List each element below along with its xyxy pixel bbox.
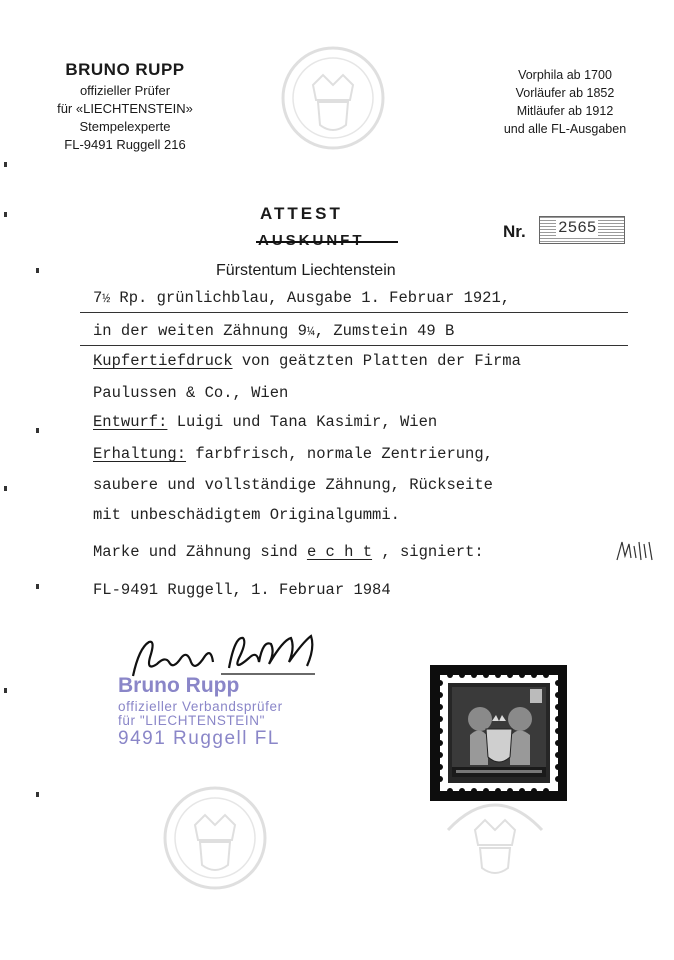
embossed-seal-top bbox=[278, 40, 388, 160]
edge-mark bbox=[36, 792, 39, 797]
number-label: Nr. bbox=[503, 222, 526, 241]
postage-stamp-image bbox=[440, 675, 558, 791]
edge-mark bbox=[4, 212, 7, 217]
issuer-line-4: FL-9491 Ruggell 216 bbox=[64, 137, 186, 152]
edge-mark bbox=[4, 688, 7, 693]
specialty-line-2: Vorläufer ab 1852 bbox=[515, 86, 615, 100]
genuine-word: e c h t bbox=[306, 543, 373, 561]
embossed-seal-bottom bbox=[160, 780, 270, 900]
body-line-5 bbox=[93, 413, 437, 431]
body-line-7: saubere und vollständige Zähnung, Rückseite bbox=[93, 476, 493, 494]
edge-mark bbox=[36, 584, 39, 589]
description-text: Rp. grünlichblau, Ausgabe 1. Februar 1921, bbox=[110, 289, 511, 307]
catalog-text: , Zumstein 49 B bbox=[314, 322, 455, 340]
country-heading: Fürstentum Liechtenstein bbox=[216, 262, 396, 279]
body-line-8: mit unbeschädigtem Originalgummi. bbox=[93, 506, 400, 524]
value-text: 7 bbox=[93, 289, 103, 307]
fraction-text: ¼ bbox=[306, 324, 315, 339]
underline-rule bbox=[80, 312, 628, 313]
edge-mark bbox=[4, 486, 7, 491]
specialty-line-3: Mitläufer ab 1912 bbox=[516, 104, 614, 118]
initials-signature bbox=[614, 538, 658, 566]
issuer-name: BRUNO RUPP bbox=[65, 60, 185, 79]
design-text: Luigi und Tana Kasimir, Wien bbox=[167, 413, 438, 431]
place-date-line: FL-9491 Ruggell, 1. Februar 1984 bbox=[93, 581, 391, 599]
stamp-address: 9491 Ruggell FL bbox=[118, 728, 280, 749]
stamp-title: offizieller Verbandsprüfer bbox=[118, 699, 283, 714]
body-line-9 bbox=[93, 543, 484, 561]
specialties-block bbox=[470, 66, 660, 138]
genuine-statement: Marke und Zähnung sind bbox=[93, 543, 307, 561]
edge-mark bbox=[36, 428, 39, 433]
issuer-line-2: für «LIECHTENSTEIN» bbox=[57, 101, 193, 116]
struck-title bbox=[258, 232, 365, 249]
print-method-label: Kupfertiefdruck bbox=[93, 352, 233, 370]
body-line-3 bbox=[93, 352, 521, 370]
body-line-4: Paulussen & Co., Wien bbox=[93, 384, 289, 402]
strikethrough-line bbox=[256, 241, 398, 243]
body-line-2 bbox=[93, 322, 454, 340]
print-method-text: von geätzten Platten der Firma bbox=[232, 352, 521, 370]
issuer-block bbox=[20, 58, 230, 154]
specialty-line-4: und alle FL-Ausgaben bbox=[503, 122, 627, 136]
signed-text: , signiert: bbox=[372, 543, 484, 561]
specialty-line-1: Vorphila ab 1700 bbox=[518, 68, 612, 82]
issuer-line-1: offizieller Prüfer bbox=[79, 83, 171, 98]
issuer-line-3: Stempelexperte bbox=[79, 119, 171, 134]
stamp-country: für "LIECHTENSTEIN" bbox=[118, 712, 266, 728]
underline-rule bbox=[80, 345, 628, 346]
embossed-seal-right bbox=[440, 790, 550, 890]
body-line-6 bbox=[93, 445, 493, 463]
stamp-name: Bruno Rupp bbox=[118, 674, 240, 697]
condition-text: farbfrisch, normale Zentrierung, bbox=[186, 445, 493, 463]
condition-label: Erhaltung: bbox=[93, 445, 187, 463]
design-label: Entwurf: bbox=[93, 413, 168, 431]
edge-mark bbox=[36, 268, 39, 273]
certificate-number: 2565 bbox=[558, 219, 597, 237]
body-line-1 bbox=[93, 289, 510, 307]
fraction-text: ½ bbox=[102, 291, 111, 306]
edge-mark bbox=[4, 162, 7, 167]
perforation-text: in der weiten Zähnung 9 bbox=[93, 322, 307, 340]
document-title: ATTEST bbox=[260, 204, 343, 223]
expert-rubber-stamp bbox=[118, 675, 283, 748]
